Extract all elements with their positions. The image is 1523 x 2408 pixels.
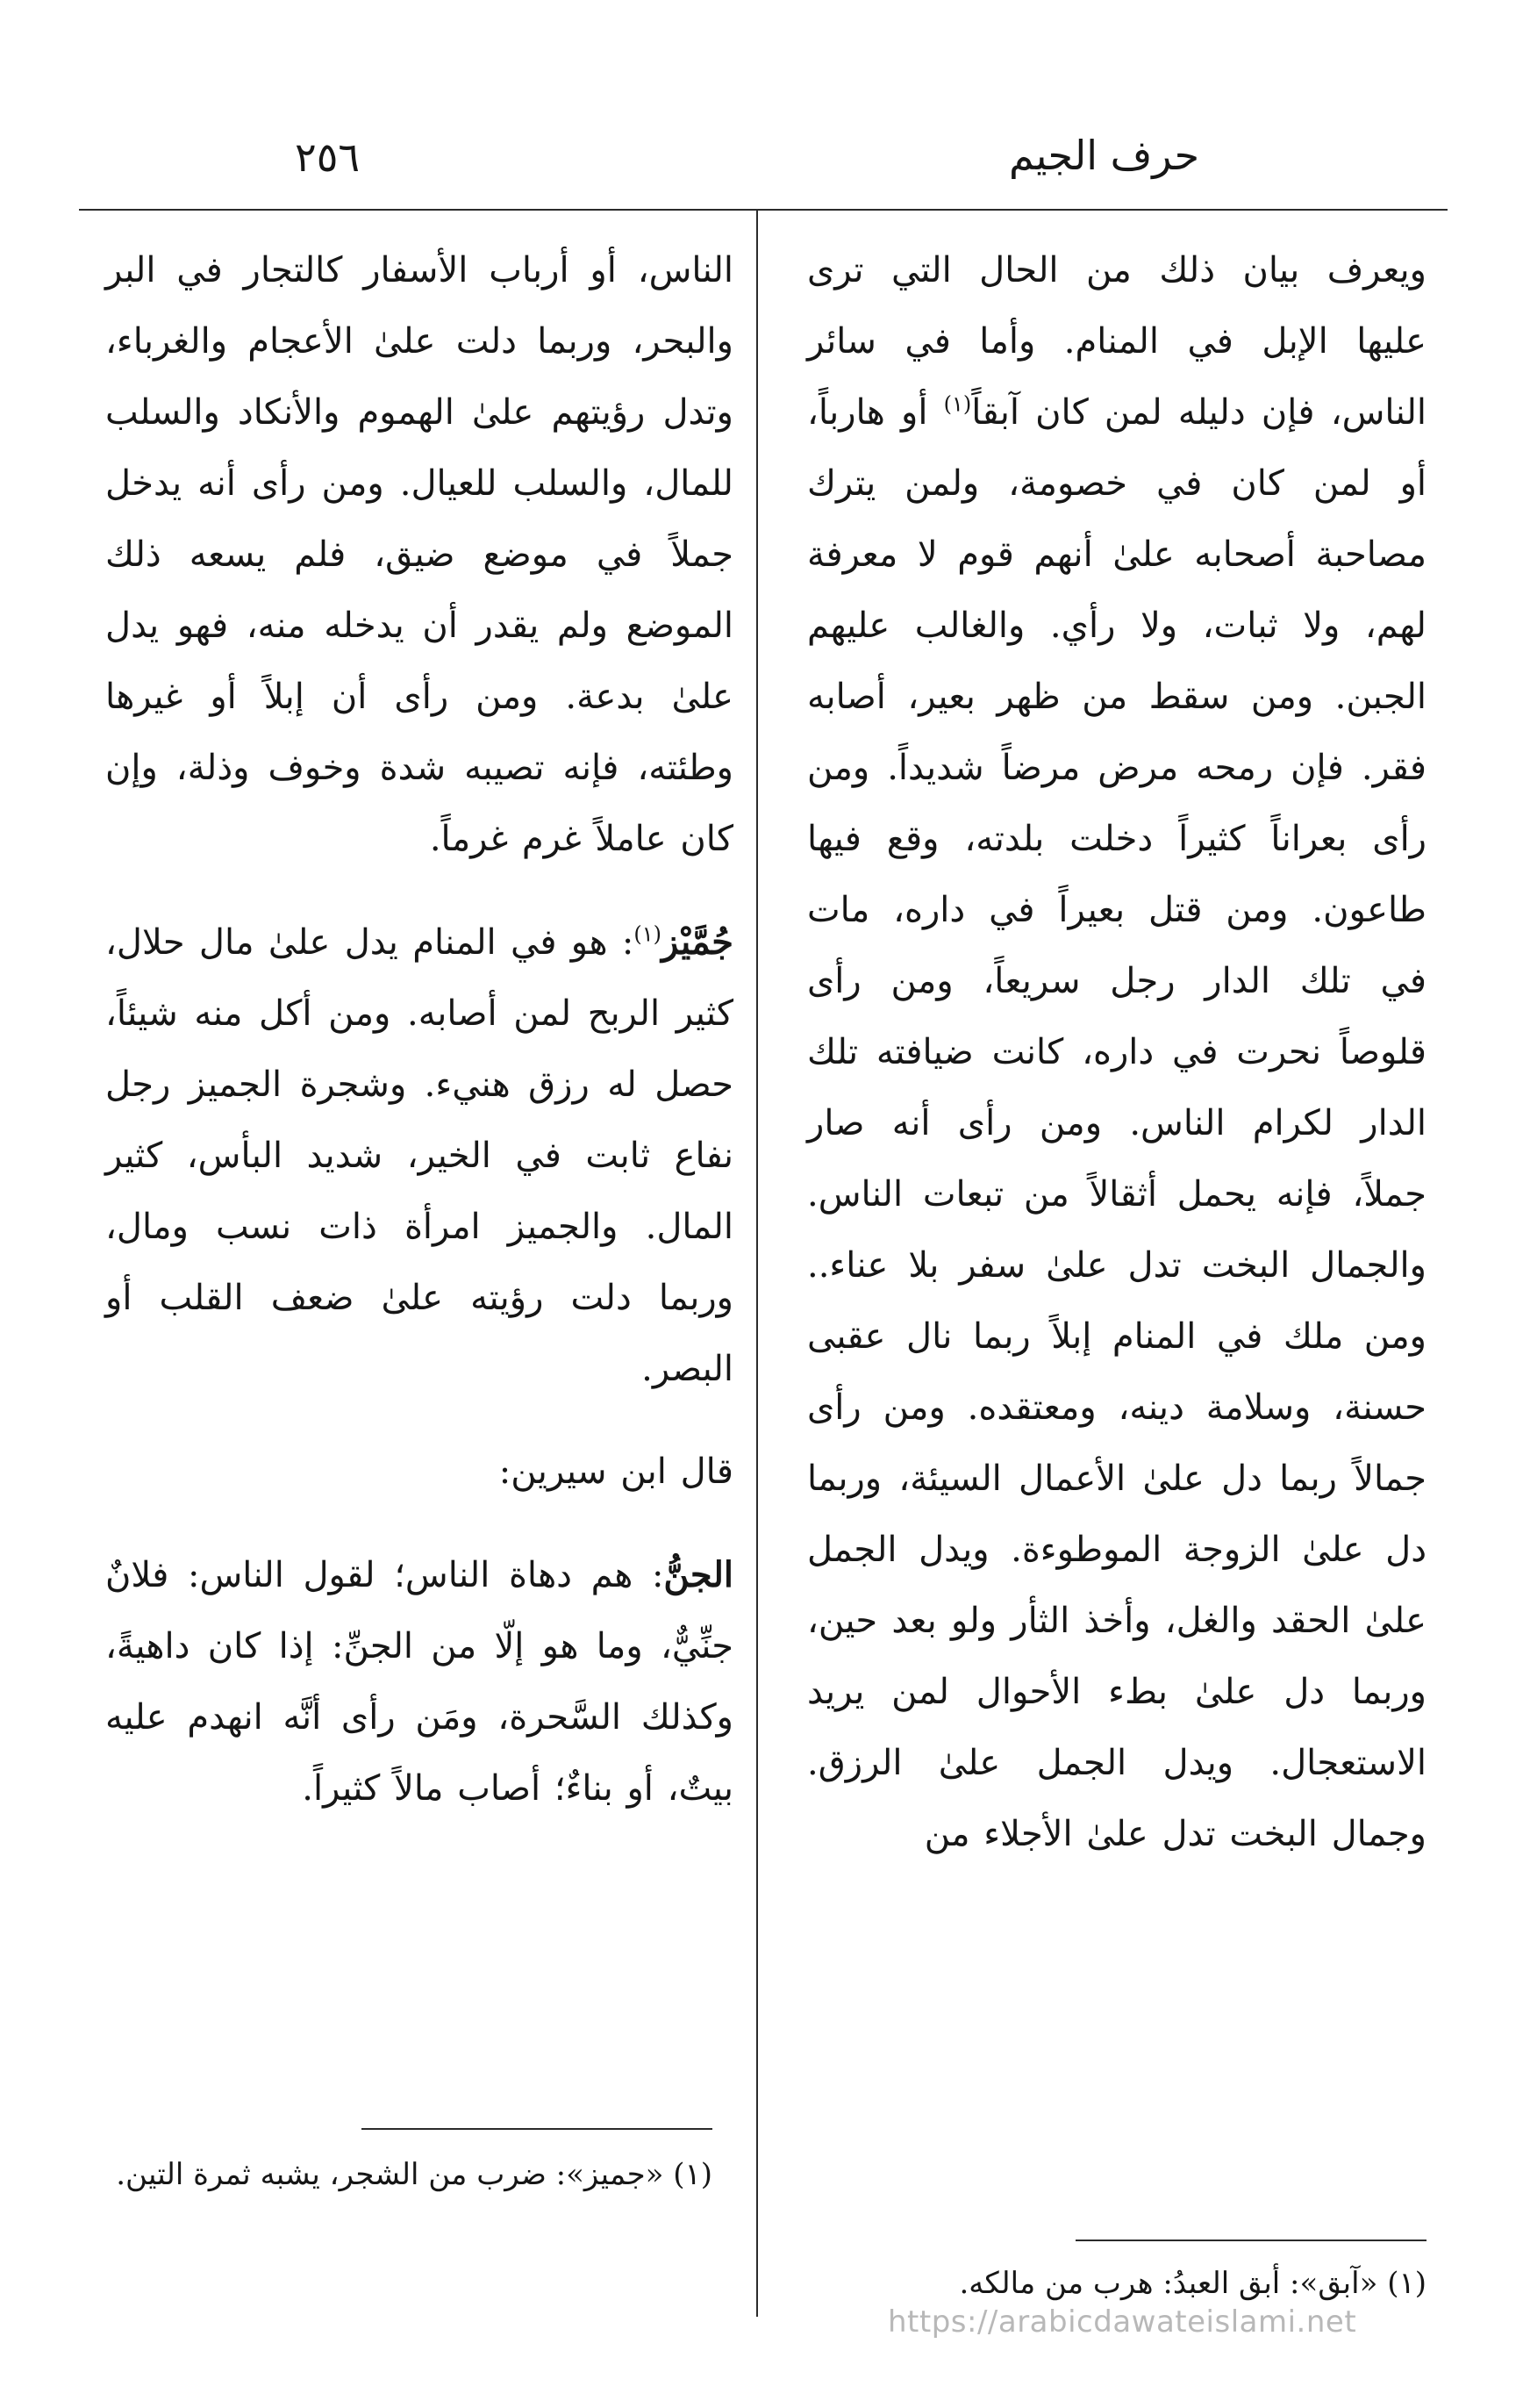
- left-paragraph-1: الناس، أو أرباب الأسفار كالتجار في البر والبحر، وربما دلت علىٰ الأعجام والغرباء، وتدل رؤيتهم علىٰ الهموم والأنكاد والسلب للمال، والسلب للعيال. ومن رأى أنه يدخل جملاً في موضع ضيق، فلم يسعه ذلك الموضع ولم يقدر أن يدخله منه، فهو يدل علىٰ بدعة. ومن رأى أن إبلاً أو غيرها وطئته، فإنه تصيبه شدة وخوف وذلة، وإن كان عاملاً غرم غرماً.: [105, 250, 733, 859]
- entry-jummayz-body: : هو في المنام يدل علىٰ مال حلال، كثير الربح لمن أصابه. ومن أكل منه شيئاً، حصل له رزق هنيء. وشجرة الجميز رجل نفاع ثابت في الخير، شديد البأس، كثير المال. والجميز امرأة ذات نسب ومال، وربما دلت رؤيته علىٰ ضعف القلب أو البصر.: [105, 922, 733, 1389]
- right-paragraph-text: ويعرف بيان ذلك من الحال التي ترى عليها الإبل في المنام. وأما في سائر الناس، فإن دليله لمن كان آبقاً: [807, 250, 1426, 433]
- entry-jummayz-head: جُمَّيْز: [661, 921, 733, 963]
- footnote-right: (١) «آبق»: أبق العبدُ: هرب من مالكه.: [959, 2266, 1426, 2301]
- page-number: ٢٥٦: [295, 133, 361, 181]
- left-column: [105, 235, 733, 1824]
- entry-jinn: [105, 1539, 733, 1824]
- entry-jummayz: [105, 907, 733, 1405]
- watermark-url: https://arabicdawateislami.net: [888, 2304, 1357, 2340]
- right-paragraph-continued: أو هارباً، أو لمن كان في خصومة، ولمن يترك مصاحبة أصحابه علىٰ أنهم قوم لا معرفة لهم، ولا ثبات، ولا رأي. والغالب عليهم الجبن. ومن سقط من ظهر بعير، أصابه فقر. فإن رمحه مرض مرضاً شديداً. ومن رأى بعراناً كثيراً دخلت بلدته، وقع فيها طاعون. ومن قتل بعيراً في داره، مات في تلك الدار رجل سريعاً، ومن رأى قلوصاً نحرت في داره، كانت ضيافته تلك الدار لكرام الناس. ومن رأى أنه صار جملاً، فإنه يحمل أثقالاً من تبعات الناس. والجمال البخت تدل علىٰ سفر بلا عناء.. ومن ملك في المنام إبلاً ربما نال عقبى حسنة، وسلامة دينه، ومعتقده. ومن رأى جمالاً ربما دل علىٰ الأعمال السيئة، وربما دل علىٰ الزوجة الموطوءة. ويدل الجمل علىٰ الحقد والغل، وأخذ الثأر ولو بعد حين، وربما دل علىٰ بطء الأحوال لمن يريد الاستعجال. ويدل الجمل علىٰ الرزق. وجمال البخت تدل علىٰ الأجلاء من: [807, 392, 1426, 1854]
- footnote-ref: (١): [633, 921, 661, 947]
- right-column: [807, 235, 1426, 1870]
- footnote-rule-left: [361, 2128, 712, 2130]
- footnote-ref: (١): [943, 391, 972, 417]
- ibn-sirin-heading: قال ابن سيرين:: [498, 1451, 733, 1492]
- column-divider: [756, 211, 758, 2317]
- header-rule: [79, 209, 1448, 211]
- footnote-left: (١) «جميز»: ضرب من الشجر، يشبه ثمرة التين.: [116, 2157, 712, 2192]
- chapter-title: حرف الجيم: [1009, 132, 1200, 179]
- entry-jinn-head: الجنُّ: [663, 1554, 733, 1595]
- footnote-rule-right: [1076, 2240, 1426, 2241]
- right-column-paragraph: [807, 235, 1426, 1870]
- entry-jinn-body: : هم دهاة الناس؛ لقول الناس: فلانٌ جنِّيٌّ، وما هو إلّا من الجنِّ: إذا كان داهيةً، وكذلك السَّحرة، ومَن رأى أنَّه انهدم عليه بيتٌ، أو بناءٌ؛ أصاب مالاً كثيراً.: [105, 1555, 733, 1809]
